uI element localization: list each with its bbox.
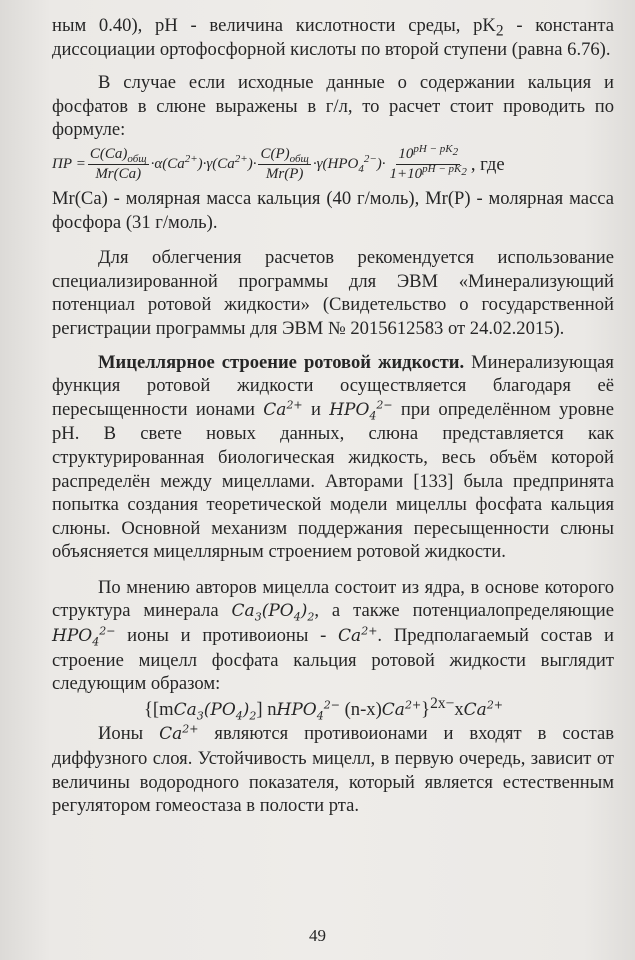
paragraph-micelle-composition: По мнению авторов мицелла состоит из ядра, в основе которого структура минерала $Ca_3(PO_4)_2$, а также потенциалопределяющие $HPO_4^{2-}$ ионы и противоионы - $Ca^{2+}$. Предполагаемый состав и строение мицелл фосфата кальция ротовой жидкости выглядит следующим образом: bbox=[52, 576, 615, 695]
paragraph-molar-mass: Mr(Ca) - молярная масса кальция (40 г/моль), Mr(P) - молярная масса фосфора (31 г/моль). bbox=[52, 187, 614, 233]
fraction-calcium: $\frac{C(Ca)_{общ}}{Mr(Ca)}$ bbox=[89, 145, 147, 182]
page-number: 49 bbox=[309, 926, 326, 945]
paragraph-ph-definition: ным 0.40), pH - величина кислотности среды, $pK_2$ - константа диссоциации ортофосфорной кислоты по второй ступени (равна 6.76). bbox=[52, 15, 614, 60]
page-text bbox=[52, 14, 614, 818]
paragraph-software: Для облегчения расчетов рекомендуется использование специализированной программы для ЭВМ «Минерализующий потенциал ротовой жидкости» (Свидетельство о государственной регистрации программы для ЭВМ № 2015612583 от 24.02.2015). bbox=[52, 247, 614, 339]
paragraph-formula-intro: В случае если исходные данные о содержании кальция и фосфатов в слюне выражены в г/л, то расчет стоит проводить по формуле: bbox=[52, 72, 614, 141]
fraction-ph: $\frac{10^{pH - pK_2}}{1+10^{pH - pK_2}}$ bbox=[389, 142, 467, 182]
micelle-formula: {$[mCa_3(PO_4)_2]$ nHPO$_4^{2-}$ $(n-x)Ca^{2+}\}^{2x-}xCa^{2+}$ bbox=[144, 694, 504, 723]
fraction-phosphorus: $\frac{C(P)_{общ}}{Mr(P)}$ bbox=[260, 145, 309, 182]
paragraph-counterions: Ионы $Ca^{2+}$ являются противоионами и входят в состав диффузного слоя. Устойчивость мицелл, в первую очередь, зависит от величины водородного показателя, который является естественным регулятором гомеостаза в полости рта. bbox=[52, 722, 614, 817]
solubility-product-formula: ПР = $\frac{C(Ca)_{общ}}{Mr(Ca)}$ $\cdot\alpha(Ca^{2+})\cdot\gamma(Ca^{2+})\cdot$ $\frac{C(P)_{общ}}{Mr(P)}$ $\cdot\gamma(HPO_4^{2-})\cdot$ $\frac{10^{pH - pK_2}}{1+10^{pH - pK_2}}$ , где bbox=[52, 142, 505, 182]
paragraph-micellar-structure: Мицеллярное строение ротовой жидкости. Минерализующая функция ротовой жидкости осуществляется благодаря её пересыщенности ионами $Ca^{2+}$ и $HPO_4^{2-}$ при определённом уровне pH. В свете новых данных, слюна представляется как структурированная биологическая жидкость, весь объём которой распределён между мицеллами. Авторами [133] была предпринята попытка создания теоретической модели мицеллы фосфата кальция слюны. Основной механизм поддержания пересыщенности слюны объясняется мицеллярным строением ротовой жидкости. bbox=[52, 351, 614, 563]
section-heading: Мицеллярное строение ротовой жидкости. bbox=[98, 351, 465, 373]
